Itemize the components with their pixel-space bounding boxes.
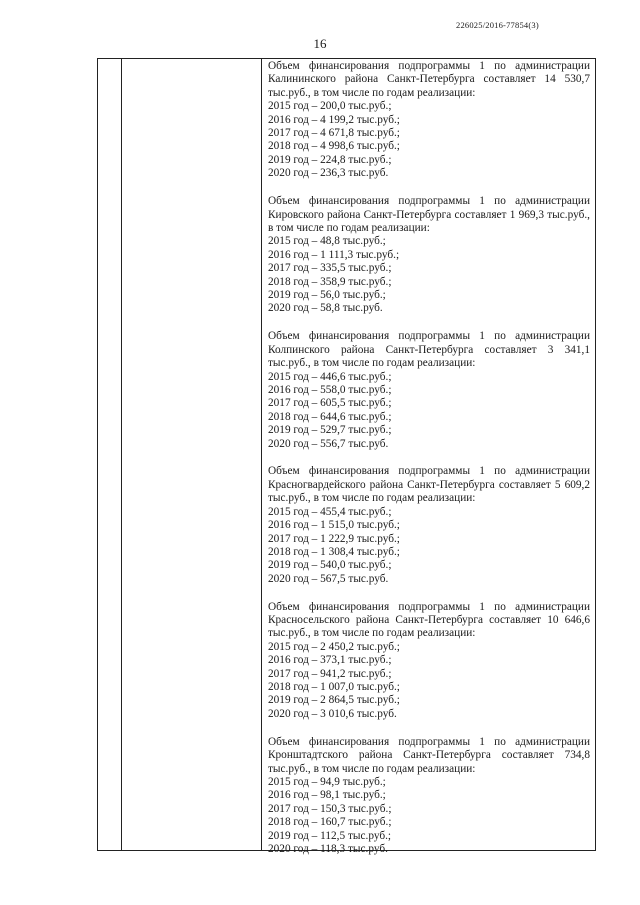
year-line: 2020 год – 567,5 тыс.руб.: [268, 572, 389, 585]
year-line: 2018 год – 1 007,0 тыс.руб.;: [268, 681, 400, 694]
financing-block-kirovsky: [268, 195, 590, 316]
year-line: 2018 год – 4 998,6 тыс.руб.;: [268, 140, 400, 153]
year-line: 2016 год – 1 515,0 тыс.руб.;: [268, 519, 400, 532]
year-line: 2020 год – 118,3 тыс.руб.: [268, 843, 388, 856]
page-number: 16: [313, 36, 327, 51]
table-column-divider: [121, 59, 122, 850]
financing-block-krasnogvardeisky: [268, 465, 590, 586]
year-line: 2015 год – 200,0 тыс.руб.;: [268, 100, 392, 113]
year-line: 2020 год – 236,3 тыс.руб.: [268, 167, 389, 180]
year-line: 2017 год – 4 671,8 тыс.руб.;: [268, 127, 400, 140]
year-line: 2015 год – 94,9 тыс.руб.;: [268, 776, 386, 788]
year-line: 2018 год – 1 308,4 тыс.руб.;: [268, 545, 400, 558]
year-line: 2017 год – 1 222,9 тыс.руб.;: [268, 532, 400, 545]
year-line: 2016 год – 558,0 тыс.руб.;: [268, 383, 392, 396]
block-intro: Объем финансирования подпрограммы 1 по администрации Кировского района Санкт-Петербурга составляет 1 969,3 тыс.руб., в том числе по годам реализации:: [268, 195, 590, 234]
year-line: 2015 год – 455,4 тыс.руб.;: [268, 505, 392, 518]
financing-block-kalininsky: [268, 60, 590, 181]
year-line: 2019 год – 2 864,5 тыс.руб.;: [268, 694, 400, 707]
year-line: 2015 год – 446,6 тыс.руб.;: [268, 370, 392, 383]
block-intro: Объем финансирования подпрограммы 1 по администрации Колпинского района Санкт-Петербурга составляет 3 341,1 тыс.руб., в том числе по годам реализации:: [268, 330, 590, 370]
financing-table: [97, 58, 596, 856]
table-cell-content: [268, 60, 590, 871]
year-line: 2020 год – 556,7 тыс.руб.: [268, 437, 389, 450]
year-line: 2017 год – 605,5 тыс.руб.;: [268, 397, 392, 410]
year-line: 2019 год – 224,8 тыс.руб.;: [268, 153, 392, 166]
year-line: 2016 год – 1 111,3 тыс.руб.;: [268, 248, 400, 261]
year-line: 2016 год – 4 199,2 тыс.руб.;: [268, 113, 400, 126]
table-column-divider: [261, 59, 262, 850]
year-line: 2016 год – 373,1 тыс.руб.;: [268, 654, 392, 667]
year-line: 2018 год – 160,7 тыс.руб.;: [268, 816, 392, 829]
year-line: 2015 год – 48,8 тыс.руб.;: [268, 235, 386, 248]
financing-block-kolpinsky: [268, 330, 590, 451]
year-line: 2015 год – 2 450,2 тыс.руб.;: [268, 640, 400, 653]
year-line: 2018 год – 358,9 тыс.руб.;: [268, 275, 392, 288]
year-line: 2019 год – 540,0 тыс.руб.;: [268, 559, 392, 572]
block-intro: Объем финансирования подпрограммы 1 по администрации Красносельского района Санкт-Петербурга составляет 10 646,6 тыс.руб., в том числе по годам реализации:: [268, 600, 590, 640]
financing-block-krasnoselsky: [268, 601, 590, 722]
year-line: 2020 год – 58,8 тыс.руб.: [268, 302, 383, 315]
year-line: 2017 год – 335,5 тыс.руб.;: [268, 262, 392, 275]
year-line: 2019 год – 529,7 тыс.руб.;: [268, 424, 392, 437]
block-intro: Объем финансирования подпрограммы 1 по администрации Красногвардейского района Санкт-Петербурга составляет 5 609,2 тыс.руб., в том числе по годам реализации:: [268, 465, 590, 505]
year-line: 2017 год – 150,3 тыс.руб.;: [268, 802, 392, 815]
year-line: 2016 год – 98,1 тыс.руб.;: [268, 789, 386, 802]
year-line: 2018 год – 644,6 тыс.руб.;: [268, 410, 392, 423]
financing-block-kronshtadtsky: [268, 736, 590, 857]
year-line: 2019 год – 112,5 тыс.руб.;: [268, 829, 392, 842]
document-id: 226025/2016-77854(3): [456, 20, 539, 30]
block-intro: Объем финансирования подпрограммы 1 по администрации Кронштадтского района Санкт-Петербурга составляет 734,8 тыс.руб., в том числе по годам реализации:: [268, 735, 590, 775]
year-line: 2017 год – 941,2 тыс.руб.;: [268, 667, 392, 680]
year-line: 2020 год – 3 010,6 тыс.руб.: [268, 707, 397, 720]
year-line: 2019 год – 56,0 тыс.руб.;: [268, 289, 386, 301]
block-intro: Объем финансирования подпрограммы 1 по администрации Калининского района Санкт-Петербурга составляет 14 530,7 тыс.руб., в том числе по годам реализации:: [268, 60, 590, 99]
